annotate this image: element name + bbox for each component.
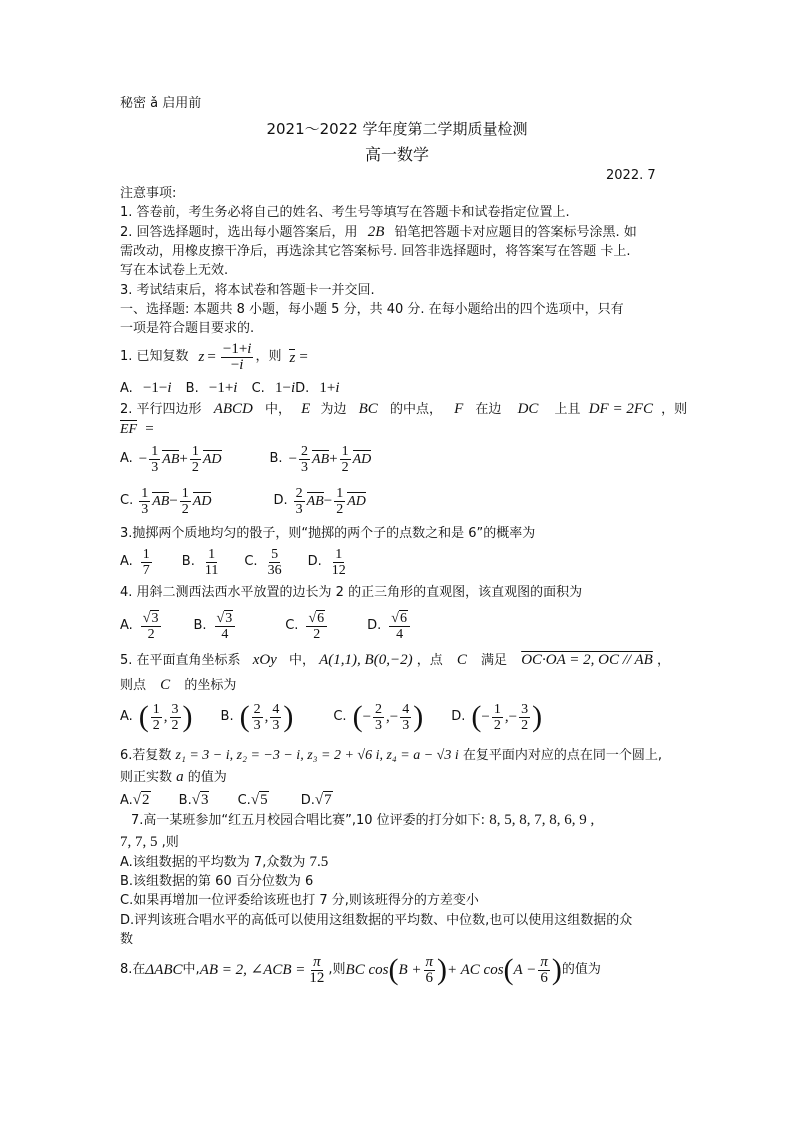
notes-heading: 注意事项:: [120, 186, 177, 201]
q1-after: ，则: [255, 349, 282, 364]
note-3: 3. 考试结束后，将本试卷和答题卡一并交回.: [120, 283, 375, 298]
q7-option-b: B.该组数据的第 60 百分位数为 6: [120, 874, 314, 889]
section-1-line-1: 一、选择题: 本题共 8 小题，每小题 5 分，共 40 分. 在每小题给出的四个选项中，只有: [120, 302, 624, 317]
note-2-post: 铅笔把答题卡对应题目的答案标号涂黑. 如: [394, 225, 637, 240]
q7-option-a: A.该组数据的平均数为 7,众数为 7.5: [120, 854, 329, 870]
q3-options: A. $\frac{1}{7}$ B. $\frac{1}{11}$ C. $\frac{5}{36}$ D. $\frac{1}{12}$: [120, 546, 346, 578]
question-2: 2. 平行四边形 ABCD 中， E 为边 BC 的中点， F 在边 DC 上且 DF = 2FC ，则: [120, 401, 688, 417]
q6-options: A.√2 B.√3 C.√5 D.√7: [120, 792, 332, 808]
q5-line-2: 则点 C 的坐标为: [120, 677, 237, 693]
question-8: 8.在 ΔABC 中, AB = 2, ∠ACB = $\frac{\pi}{12}$ ,则 BC cos ( B + $\frac{\pi}{6}$ ) + AC cos ( A − $\frac{\pi}{6}$ ) 的值为: [120, 953, 601, 986]
question-6: 6.若复数 z₁ = 3 − i, z₂ = −3 − i, z₃ = 2 + √6 i, z₄ = a − √3 i 在复平面内对应的点在同一个圆上,: [120, 748, 663, 763]
q6-line-2: 则正实数 a 的值为: [120, 769, 227, 785]
question-5: 5. 在平面直角坐标系 xOy 中， A(1,1), B(0,−2) ，点 C 满足 OC·OA = 2, OC // AB ，: [120, 652, 671, 668]
q7-option-d-2: 数: [120, 932, 134, 947]
subject-title: 高一数学: [364, 145, 429, 164]
q2-options-cd: C. $\frac{1}{3}$ AB − $\frac{1}{2}$ AD D. $\frac{2}{3}$ AB − $\frac{1}{2}$ AD: [120, 485, 366, 517]
q4-options: A. $\frac{√3}{2}$ B. $\frac{√3}{4}$ C. $\frac{√6}{2}$ D. $\frac{√6}{4}$: [120, 604, 412, 648]
question-7: 7.高一某班参加“红五月校园合唱比赛”,10 位评委的打分如下: 8, 5, 8, 7, 8, 6, 9 ,: [131, 812, 595, 828]
q1-stem: 1. 已知复数: [120, 349, 189, 364]
question-3: 3.抛掷两个质地均匀的骰子，则“抛掷的两个子的点数之和是 6”的概率为: [120, 526, 536, 541]
q7-option-c: C.如果再增加一位评委给该班也打 7 分,则该班得分的方差变小: [120, 893, 479, 908]
exam-title: 2021～2022 学年度第二学期质量检测: [266, 120, 528, 138]
q5-options: A. ( $\frac{1}{2}$ , $\frac{3}{2}$ ) B. ( $\frac{2}{3}$ , $\frac{4}{3}$ ) C. ( − $\frac{2}{3}$ ,− $\frac{4}{3}$ ) D. ( − $\frac{1}{2}$ ,− $\frac{3}{2}$ ): [120, 700, 543, 733]
note-1: 1. 答卷前，考生务必将自己的姓名、考生号等填写在答题卡和试卷指定位置上.: [120, 205, 570, 220]
q1-fraction: $\frac{-1+i}{-i}$: [222, 340, 252, 373]
note-2-line-3: 写在本试卷上无效.: [120, 263, 229, 278]
note-2-line-1: [120, 224, 637, 241]
q2-ef: EF =: [120, 421, 154, 437]
q7-line-2: 7, 7, 5 ,则: [120, 834, 179, 850]
note-2-line-2: 需改动，用橡皮擦干净后，再选涂其它答案标号. 回答非选择题时，将答案写在答题 卡上.: [120, 244, 631, 259]
q2-options-ab: A. − $\frac{1}{3}$ AB + $\frac{1}{2}$ AD B. − $\frac{2}{3}$ AB + $\frac{1}{2}$ AD: [120, 443, 372, 475]
pencil-label: 2B: [367, 224, 385, 240]
note-2-pre: 2. 回答选择题时，选出每小题答案后，用: [120, 225, 358, 240]
secret-label: 秘密 ǎ 启用前: [120, 96, 202, 111]
section-1-line-2: 一项是符合题目要求的.: [120, 321, 255, 336]
question-4: 4. 用斜二测西法西水平放置的边长为 2 的正三角形的直观图，该直观图的面积为: [120, 585, 583, 600]
q1-options: A. −1−i B. −1+i C. 1−iD. 1+i: [120, 380, 340, 396]
exam-date: 2022. 7: [606, 168, 656, 183]
q7-option-d-1: D.评判该班合唱水平的高低可以使用这组数据的平均数、中位数,也可以使用这组数据的众: [120, 913, 633, 928]
question-1: 1. 已知复数 z = $\frac{-1+i}{-i}$ ，则 z =: [120, 340, 308, 373]
